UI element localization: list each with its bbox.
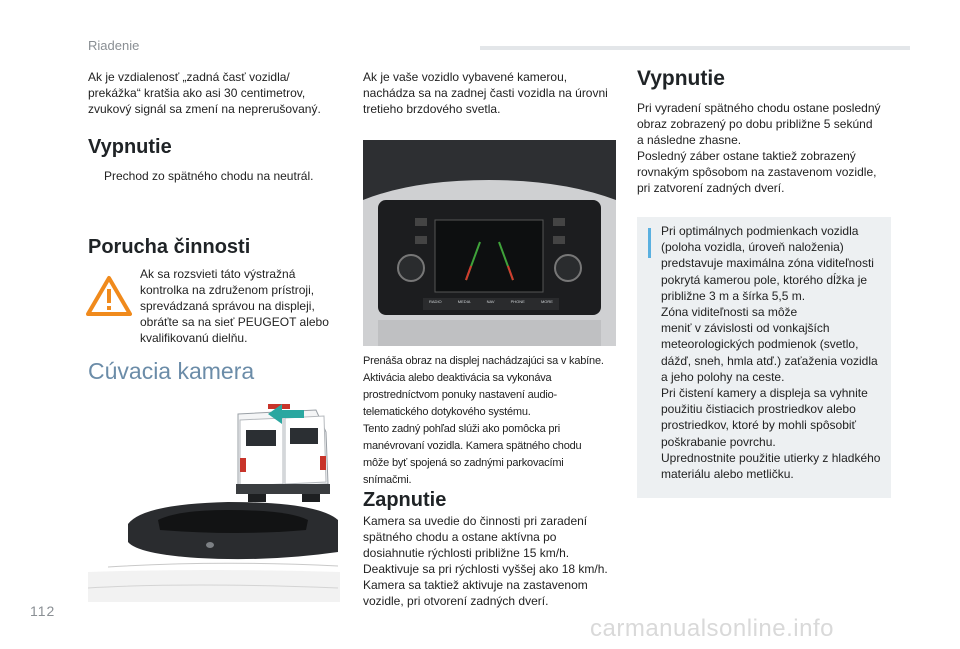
col1-porucha-title: Porucha činnosti: [88, 236, 251, 258]
rear-camera-illustration: [88, 392, 340, 602]
camera-section-title: Cúvacia kamera: [88, 358, 255, 384]
dashboard-drawing: [363, 140, 616, 346]
screen-button-nav[interactable]: NAV: [486, 299, 495, 304]
screen-button-radio[interactable]: RADIO: [429, 299, 442, 304]
screen-button-more[interactable]: MORE: [540, 299, 553, 304]
screen-button-row: [429, 299, 553, 304]
note-text: Pri optimálnych podmienkach vozidla (poloha vozidla, úroveň naloženia) predstavuje maximálna zóna viditeľnosti pokrytá kamerou pole, ktorého dĺžka je približne 3 m a šírka 5,5 m. Zóna viditeľnosti sa môže meniť v závislosti od vonkajších meteorologických podmienok (svetlo, dážď, sneh, hmla atď.) zaťaženia vozidla a jeho polohy na ceste. Pri čistení kamery a displeja sa vyhnite použitiu čistiacich prostriedkov alebo prostriedkov, ktoré by mohli spôsobiť poškrabanie povrchu. Uprednostnite použitie utierky z hladkého materiálu alebo metličku.: [661, 224, 881, 482]
screen-button-phone[interactable]: PHONE: [510, 299, 525, 304]
section-header: Riadenie: [88, 38, 140, 53]
col1-porucha-text: Ak sa rozsvieti táto výstražná kontrolka na združenom prístroji, sprevádzaná správou na displeji, obráťte sa na sieť PEUGEOT alebo kvalifikovanú dielňu.: [140, 267, 329, 345]
page-number: 112: [30, 603, 56, 619]
col2-caption: Prenáša obraz na displej nachádzajúci sa v kabíne. Aktivácia alebo deaktivácia sa vykonáva prostredníctvom ponuky nastavení audio- telematického dotykového systému. Tento zadný pohľad slúži ako pomôcka pri manévrovaní vozidla. Kamera spätného chodu môže byť spojená so zadnými parkovacími snímačmi.: [363, 355, 604, 486]
van-rear-icon: [236, 404, 330, 502]
screen-button-media[interactable]: MEDIA: [457, 299, 471, 304]
camera-brake-light-icon: [88, 502, 340, 602]
col3-vypnutie-title: Vypnutie: [637, 67, 725, 90]
dashboard-screen-photo: [363, 140, 616, 346]
col1-intro: Ak je vzdialenosť „zadná časť vozidla/ prekážka“ kratšia ako asi 30 centimetrov, zvukový signál sa zmení na neprerušovaný.: [88, 70, 321, 116]
watermark: carmanualsonline.info: [590, 615, 834, 642]
header-rule: [480, 46, 910, 50]
warning-triangle-icon: [86, 275, 132, 317]
col1-vypnutie-bullet: Prechod zo spätného chodu na neutrál.: [104, 169, 314, 183]
info-icon: [648, 228, 651, 258]
col3-vypnutie-text: Pri vyradení spätného chodu ostane posledný obraz zobrazený po dobu približne 5 sekúnd a následne zhasne. Posledný záber ostane taktiež zobrazený rovnakým spôsobom na zastavenom vozidle, pri zatvorení zadných dverí.: [637, 101, 881, 195]
col2-zapnutie-text: Kamera sa uvedie do činnosti pri zaradení spätného chodu a ostane aktívna po dosiahnutie rýchlosti približne 15 km/h. Deaktivuje sa pri rýchlosti vyššej ako 18 km/h. Kamera sa taktiež aktivuje na zastavenom vozidle, pri otvorení zadných dverí.: [363, 514, 608, 608]
col2-intro: Ak je vaše vozidlo vybavené kamerou, nachádza sa na zadnej časti vozidla na úrovni tretieho brzdového svetla.: [363, 70, 608, 116]
col1-vypnutie-title: Vypnutie: [88, 136, 172, 158]
van-camera-drawing: [88, 392, 340, 602]
col2-zapnutie-title: Zapnutie: [363, 489, 447, 511]
